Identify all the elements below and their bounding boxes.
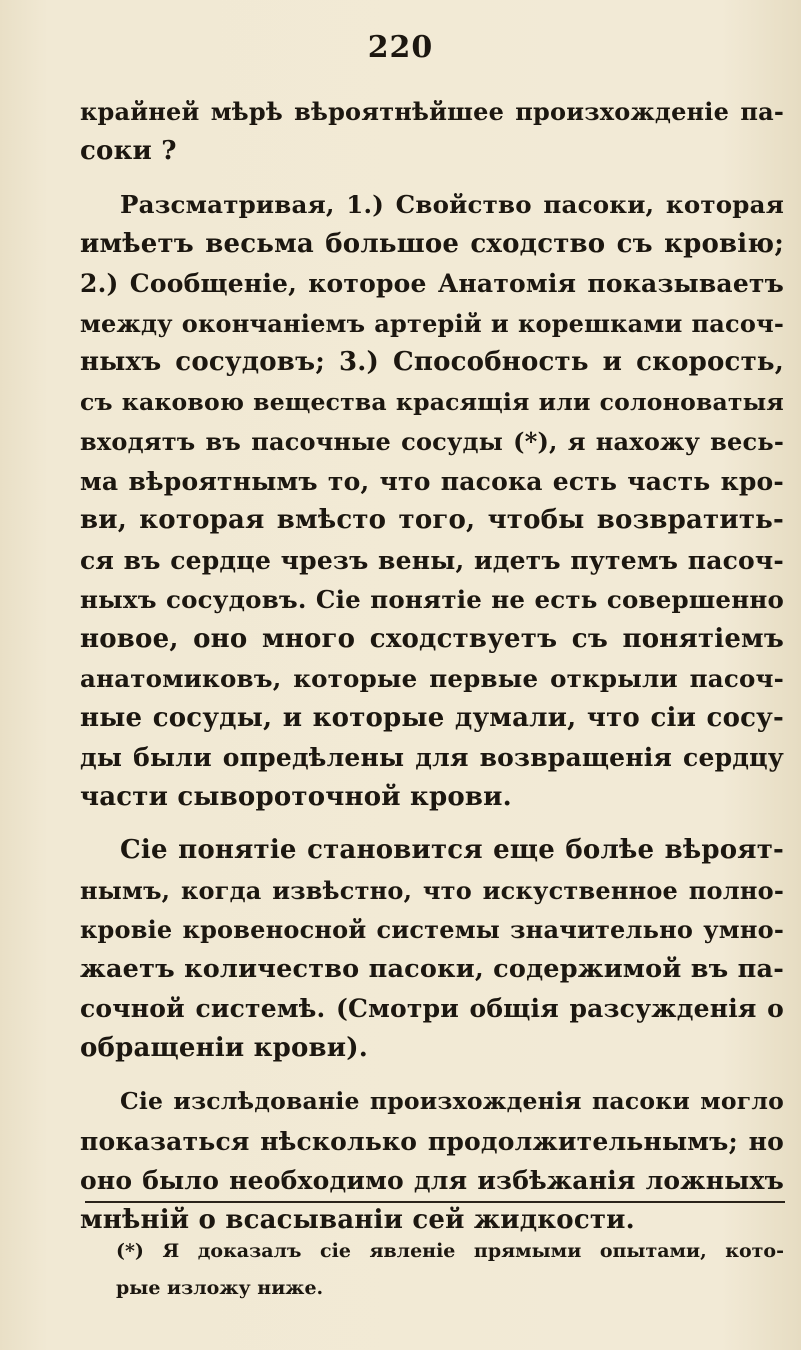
footnote-line: рые изложу ниже. [116,1277,324,1299]
text-line: оно было необходимо для избѣжанія ложныхъ [80,1166,784,1195]
text-line: ныхъ сосудовъ; 3.) Способность и скорость, [80,347,784,377]
body-text [80,92,784,1240]
text-line: сочной системѣ. (Смотри общія разсужденія о [80,994,784,1023]
text-line: соки ? [80,135,177,166]
paragraph [80,1082,784,1240]
text-line: Сіе изслѣдованіе произхожденія пасоки могло [120,1087,784,1115]
text-line: входятъ въ пасочные сосуды (*), я нахожу весь- [80,427,784,456]
footnote [116,1233,784,1307]
page-number: 220 [367,30,434,65]
text-line: Сіе понятіе становится еще болѣе вѣроят- [120,835,784,865]
paragraph [80,92,784,171]
text-line: показаться нѣсколько продолжительнымъ; но [80,1126,784,1156]
text-line: крайней мѣрѣ вѣроятнѣйшее произхожденіе па- [80,97,784,126]
text-line: жаетъ количество пасоки, содержимой въ па- [80,953,784,984]
footnote-line: (*) Я доказалъ сіе явленіе прямыми опытами, кото- [116,1240,784,1262]
text-line: части сывороточной крови. [80,781,512,812]
text-line: съ каковою вещества красящія или солоноватыя [80,387,784,416]
text-line: ма вѣроятнымъ то, что пасока есть часть кро- [80,466,784,496]
footnote-divider [85,1201,785,1203]
text-line: 2.) Сообщеніе, которое Анатомія показываетъ [80,269,784,298]
text-line: ные сосуды, и которые думали, что сіи сосу- [80,702,784,733]
paragraph [80,185,784,817]
text-line: нымъ, когда извѣстно, что искуственное полно- [80,875,784,905]
text-line: ды были опредѣлены для возвращенія сердцу [80,743,784,772]
text-line: кровіе кровеносной системы значительно умно- [80,915,784,944]
text-line: ныхъ сосудовъ. Сіе понятіе не есть совершенно [80,585,784,614]
paragraph [80,831,784,1068]
text-line: имѣетъ весьма большое сходство съ кровію; [80,228,784,259]
text-line: между окончаніемъ артерій и корешками пасоч- [80,308,784,338]
text-line: ви, которая вмѣсто того, чтобы возвратить- [80,505,784,535]
text-line: Разсматривая, 1.) Свойство пасоки, которая [120,190,784,219]
text-line: мнѣній о всасываніи сей жидкости. [80,1204,635,1235]
text-line: новое, оно много сходствуетъ съ понятіемъ [80,623,784,654]
text-line: анатомиковъ, которые первые открыли пасоч- [80,664,784,693]
text-line: обращеніи крови). [80,1032,369,1063]
text-line: ся въ сердце чрезъ вены, идетъ путемъ пасоч- [80,545,784,575]
